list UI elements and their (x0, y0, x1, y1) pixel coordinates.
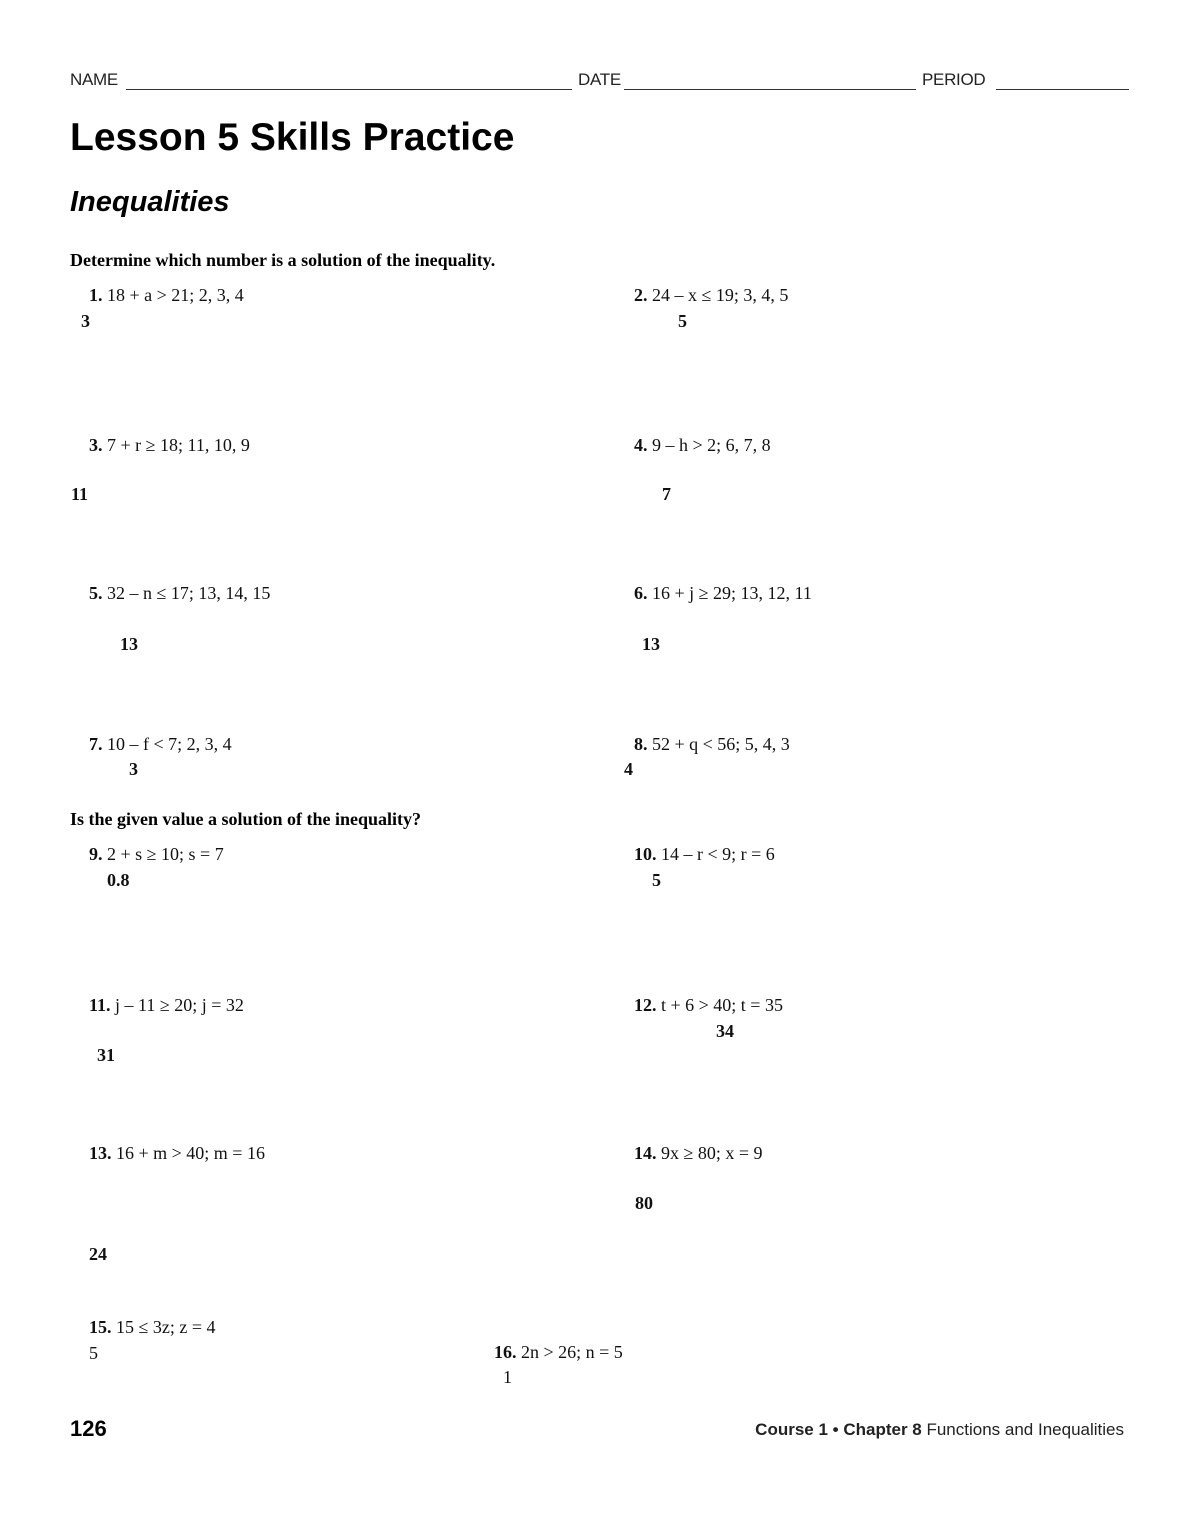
answer-1: 3 (81, 311, 90, 331)
problem-14: 14. 9x ≥ 80; x = 9 (634, 1143, 763, 1163)
problem-11: 11. j – 11 ≥ 20; j = 32 (89, 995, 244, 1015)
problem-15: 15. 15 ≤ 3z; z = 4 (89, 1317, 216, 1337)
answer-3: 11 (71, 484, 89, 504)
answer-8: 4 (624, 759, 633, 779)
answer-4: 7 (662, 484, 671, 504)
problem-6: 6. 16 + j ≥ 29; 13, 12, 11 (634, 583, 812, 603)
footer-course-info: Course 1 • Chapter 8 Functions and Inequalities (755, 1420, 1124, 1439)
problem-10: 10. 14 – r < 9; r = 6 (634, 844, 775, 864)
section-instruction: Is the given value a solution of the inequality? (70, 809, 422, 829)
answer-15: 5 (89, 1343, 98, 1363)
date-field-line[interactable] (624, 89, 916, 90)
problem-8: 8. 52 + q < 56; 5, 4, 3 (634, 734, 790, 754)
answer-2: 5 (678, 311, 687, 331)
problem-5: 5. 32 – n ≤ 17; 13, 14, 15 (89, 583, 271, 603)
problem-2: 2. 24 – x ≤ 19; 3, 4, 5 (634, 285, 789, 305)
page-subtitle: Inequalities (70, 186, 230, 218)
problem-12: 12. t + 6 > 40; t = 35 (634, 995, 783, 1015)
name-field-line[interactable] (126, 89, 572, 90)
problem-1: 1. 18 + a > 21; 2, 3, 4 (89, 285, 244, 305)
period-field-line[interactable] (996, 89, 1129, 90)
answer-13: 24 (89, 1244, 107, 1264)
answer-11: 31 (97, 1045, 115, 1065)
answer-16: 1 (503, 1367, 512, 1387)
answer-12: 34 (716, 1021, 734, 1041)
name-label: NAME (70, 70, 118, 89)
problem-16: 16. 2n > 26; n = 5 (494, 1342, 623, 1362)
problem-9: 9. 2 + s ≥ 10; s = 7 (89, 844, 224, 864)
period-label: PERIOD (922, 70, 986, 89)
date-label: DATE (578, 70, 621, 89)
page-title: Lesson 5 Skills Practice (70, 116, 515, 159)
section-instruction: Determine which number is a solution of the inequality. (70, 250, 496, 270)
answer-7: 3 (129, 759, 138, 779)
problem-4: 4. 9 – h > 2; 6, 7, 8 (634, 435, 771, 455)
answer-9: 0.8 (107, 870, 130, 890)
problem-7: 7. 10 – f < 7; 2, 3, 4 (89, 734, 232, 754)
answer-5: 13 (120, 634, 138, 654)
answer-6: 13 (642, 634, 660, 654)
page-number: 126 (70, 1416, 107, 1441)
problem-13: 13. 16 + m > 40; m = 16 (89, 1143, 265, 1163)
answer-14: 80 (635, 1193, 653, 1213)
answer-10: 5 (652, 870, 661, 890)
problem-3: 3. 7 + r ≥ 18; 11, 10, 9 (89, 435, 250, 455)
